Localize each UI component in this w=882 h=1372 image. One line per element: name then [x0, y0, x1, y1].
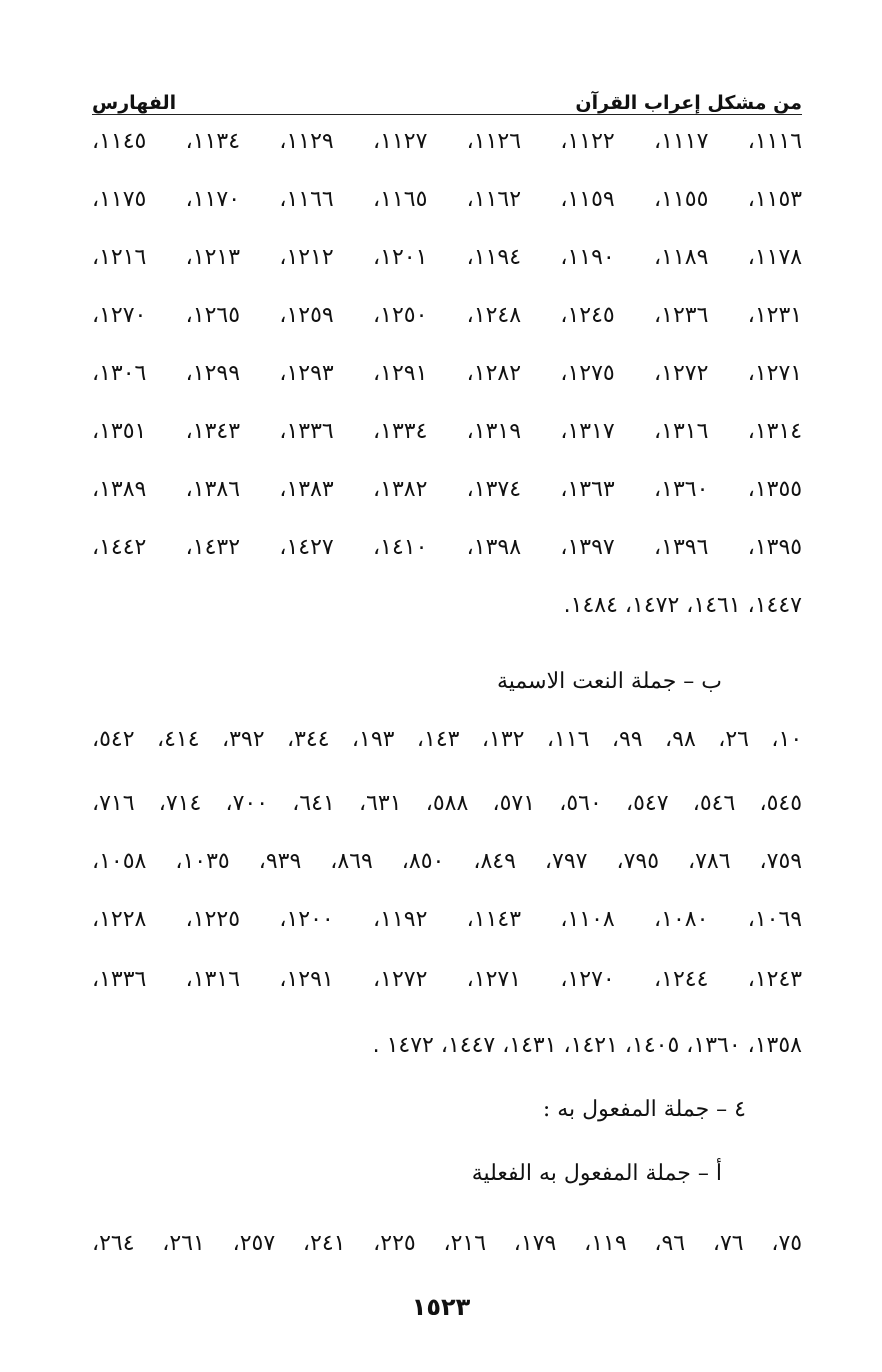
index-line: ٧٥٩، ٧٨٦، ٧٩٥، ٧٩٧، ٨٤٩، ٨٥٠، ٨٦٩، ٩٣٩، ١٠٣٥، ١٠٥٨، — [92, 849, 802, 874]
index-line: ١٣٥٥، ١٣٦٠، ١٣٦٣، ١٣٧٤، ١٣٨٢، ١٣٨٣، ١٣٨٦، ١٣٨٩، — [92, 477, 802, 502]
index-line: ١٠، ٢٦، ٩٨، ٩٩، ١١٦، ١٣٢، ١٤٣، ١٩٣، ٣٤٤، ٣٩٢، ٤١٤، ٥٤٢، — [92, 727, 802, 752]
index-line: ٧٥، ٧٦، ٩٦، ١١٩، ١٧٩، ٢١٦، ٢٢٥، ٢٤١، ٢٥٧، ٢٦١، ٢٦٤، — [92, 1231, 802, 1256]
running-header — [92, 80, 802, 114]
index-line: ١٠٦٩، ١٠٨٠، ١١٠٨، ١١٤٣، ١١٩٢، ١٢٠٠، ١٢٢٥، ١٢٢٨، — [92, 907, 802, 932]
section-title: الفهارس — [92, 92, 177, 114]
header-rule — [92, 114, 802, 115]
book-title: من مشكل إعراب القرآن — [575, 92, 802, 114]
section-heading-a: أ – جملة المفعول به الفعلية — [471, 1161, 722, 1186]
section-heading-4: ٤ – جملة المفعول به : — [542, 1097, 746, 1122]
index-line: ١٤٤٧، ١٤٦١، ١٤٧٢، ١٤٨٤. — [563, 593, 802, 618]
index-line: ٥٤٥، ٥٤٦، ٥٤٧، ٥٦٠، ٥٧١، ٥٨٨، ٦٣١، ٦٤١، ٧٠٠، ٧١٤، ٧١٦، — [92, 791, 802, 816]
index-line: ١٣٩٥، ١٣٩٦، ١٣٩٧، ١٣٩٨، ١٤١٠، ١٤٢٧، ١٤٣٢، ١٤٤٢، — [92, 535, 802, 560]
index-line: ١٢٧١، ١٢٧٢، ١٢٧٥، ١٢٨٢، ١٢٩١، ١٢٩٣، ١٢٩٩، ١٣٠٦، — [92, 361, 802, 386]
index-line: ١٢٤٣، ١٢٤٤، ١٢٧٠، ١٢٧١، ١٢٧٢، ١٢٩١، ١٣١٦، ١٣٣٦، — [92, 967, 802, 992]
index-line: ١١٥٣، ١١٥٥، ١١٥٩، ١١٦٢، ١١٦٥، ١١٦٦، ١١٧٠، ١١٧٥، — [92, 187, 802, 212]
index-line: ١٢٣١، ١٢٣٦، ١٢٤٥، ١٢٤٨، ١٢٥٠، ١٢٥٩، ١٢٦٥، ١٢٧٠، — [92, 303, 802, 328]
index-line: ١٣١٤، ١٣١٦، ١٣١٧، ١٣١٩، ١٣٣٤، ١٣٣٦، ١٣٤٣، ١٣٥١، — [92, 419, 802, 444]
page-number: ١٥٢٣ — [411, 1293, 471, 1321]
index-line: ١١٧٨، ١١٨٩، ١١٩٠، ١١٩٤، ١٢٠١، ١٢١٢، ١٢١٣، ١٢١٦، — [92, 245, 802, 270]
section-heading-b: ب – جملة النعت الاسمية — [497, 669, 722, 694]
index-line: ١١١٦، ١١١٧، ١١٢٢، ١١٢٦، ١١٢٧، ١١٢٩، ١١٣٤، ١١٤٥، — [92, 129, 802, 154]
index-line: ١٣٥٨، ١٣٦٠، ١٤٠٥، ١٤٢١، ١٤٣١، ١٤٤٧، ١٤٧٢ . — [372, 1033, 802, 1058]
